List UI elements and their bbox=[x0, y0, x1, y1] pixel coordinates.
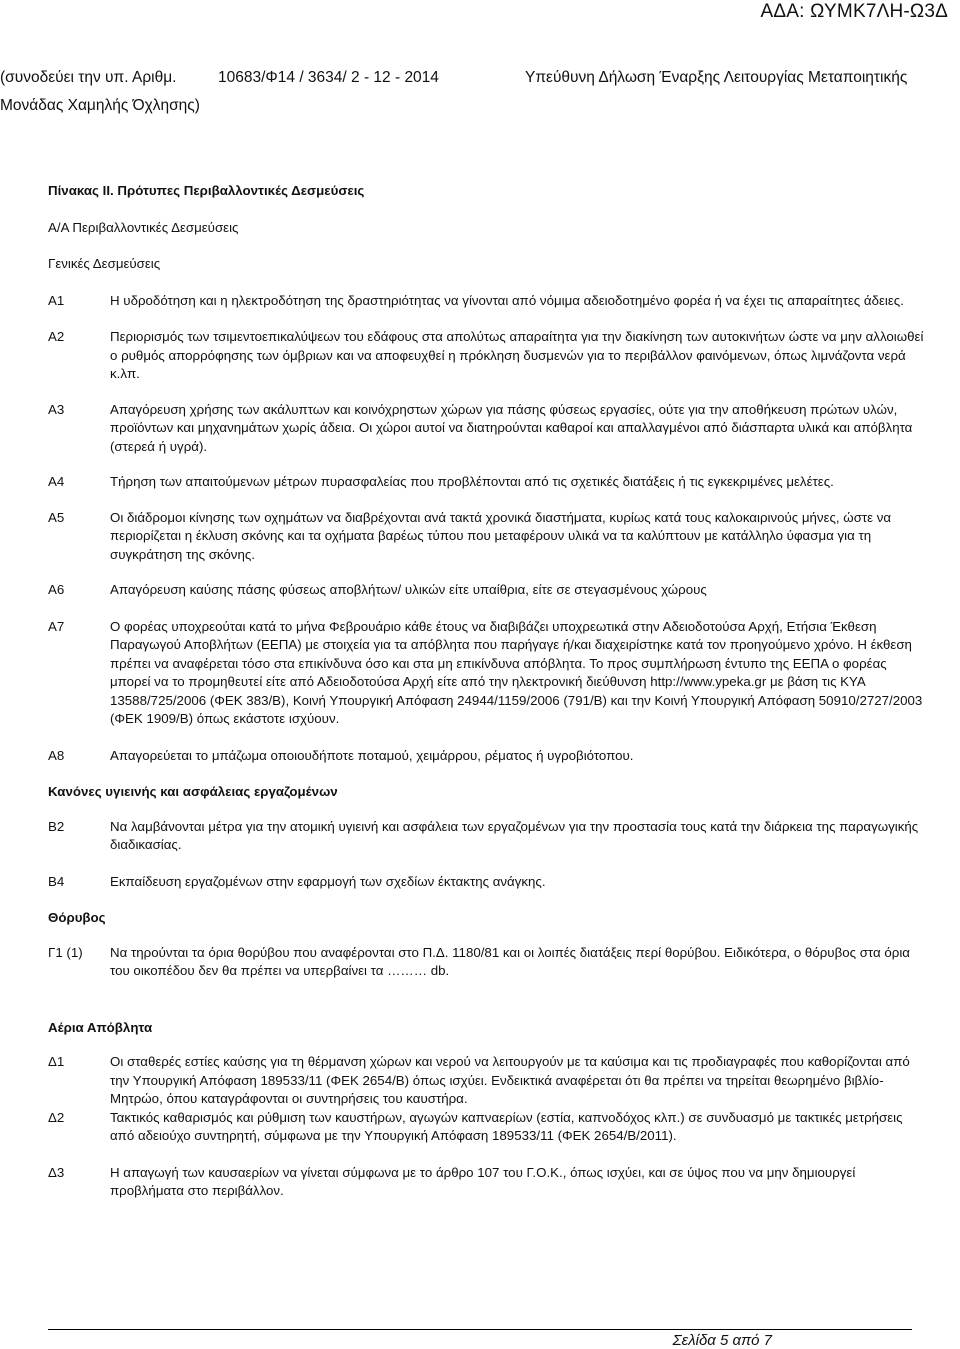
document-body bbox=[48, 182, 928, 1201]
item-code: Β4 bbox=[48, 873, 65, 889]
footer-divider bbox=[48, 1329, 912, 1330]
commitment-item-b4 bbox=[48, 873, 928, 892]
commitment-item-d2 bbox=[48, 1109, 928, 1146]
commitment-item-a6 bbox=[48, 581, 928, 600]
item-code: Α6 bbox=[48, 582, 65, 597]
item-code: Β2 bbox=[48, 818, 65, 834]
page-number: Σελίδα 5 από 7 bbox=[672, 1332, 772, 1349]
item-code: Α5 bbox=[48, 509, 65, 525]
item-code: Δ1 bbox=[48, 1054, 65, 1069]
item-text: Τακτικός καθαρισμός και ρύθμιση των καυστήρων, αγωγών καπναερίων (εστία, καπνοδόχος κλπ.) σε συνδυασμό με τακτικές μετρήσεις από αδειούχο συντηρητή, σύμφωνα με την Υπουργική Απόφαση 189533/11 (ΦΕΚ 2654/Β/2011). bbox=[110, 1109, 903, 1143]
item-code: Α7 bbox=[48, 618, 65, 634]
item-code: Α2 bbox=[48, 329, 65, 344]
item-text: Ο φορέας υποχρεούται κατά το μήνα Φεβρουάριο κάθε έτους να διαβιβάζει υποχρεωτικά στην Αδειοδοτούσα Αρχή, Ετήσια Έκθεση Παραγωγού Αποβλήτων (ΕΕΠΑ) με στοιχεία για τα απόβλητα που παρήγαγε ή/και διαχειρίστηκε κατά τον προηγούμενο χρόνο. Η έκθεση πρέπει να αναφέρεται τόσο στα επικίνδυνα όσο και στα μη επικίνδυνα απόβλητα. Το προς συμπλήρωση έντυπο της ΕΕΠΑ ο φορέας μπορεί να το προμηθευτεί είτε από Αδειοδοτούσα Αρχή είτε από την ηλεκτρονική διεύθυνση http://www.ypeka.gr με βάση τις ΚΥΑ 13588/725/2006 (ΦΕΚ 383/Β), Κοινή Υπουργική Απόφαση 24944/1159/2006 (791/Β) και την Κοινή Υπουργική Απόφαση 50910/2727/2003 (ΦΕΚ 1909/Β) όπως εκάστοτε ισχύουν. bbox=[110, 618, 923, 726]
item-text: Να τηρούνται τα όρια θορύβου που αναφέρονται στο Π.Δ. 1180/81 και οι λοιπές διατάξεις περί θορύβου. Ειδικότερα, ο θόρυβος στα όρια του οικοπέδου δεν θα πρέπει να υπερβαίνει τα ……… db. bbox=[110, 944, 910, 978]
header-ref-part1: (συνοδεύει την υπ. Αριθμ. bbox=[0, 69, 177, 86]
item-code: Α8 bbox=[48, 747, 65, 763]
item-code: Γ1 (1) bbox=[48, 944, 83, 960]
item-text: Οι σταθερές εστίες καύσης για τη θέρμανση χώρων και νερού να λειτουργούν με τα καύσιμα και τις προδιαγραφές που καθορίζονται από την Υπουργική Απόφαση 189533/11 (ΦΕΚ 2654/Β) όπως ισχύει. Ενδεικτικά αναφέρεται ότι θα πρέπει να τηρείται θεωρημένο βιβλίο-Μητρώο, όπου καταγράφονται οι συντηρήσεις του καυστήρα. bbox=[110, 1054, 910, 1106]
commitment-item-a7 bbox=[48, 618, 928, 729]
table-subtitle: Α/Α Περιβαλλοντικές Δεσμεύσεις bbox=[48, 219, 239, 235]
item-code: Α3 bbox=[48, 401, 65, 417]
commitment-item-d1 bbox=[48, 1053, 928, 1109]
commitment-item-a2 bbox=[48, 328, 928, 384]
commitment-item-a3 bbox=[48, 401, 928, 457]
item-code: Δ3 bbox=[48, 1164, 65, 1180]
commitment-item-a8 bbox=[48, 747, 928, 766]
section-heading-general: Γενικές Δεσμεύσεις bbox=[48, 256, 161, 271]
section-heading-noise: Θόρυβος bbox=[48, 910, 106, 925]
item-text: Να λαμβάνονται μέτρα για την ατομική υγιεινή και ασφάλεια των εργαζομένων για την προστασία τους κατά την διάρκεια της παραγωγικής διαδικασίας. bbox=[110, 818, 919, 852]
item-code: Α1 bbox=[48, 292, 65, 308]
commitment-item-c1 bbox=[48, 944, 928, 981]
item-code: Δ2 bbox=[48, 1109, 65, 1125]
section-heading-air-emissions: Αέρια Απόβλητα bbox=[48, 1019, 153, 1035]
document-reference-header bbox=[0, 64, 960, 120]
item-text: Η απαγωγή των καυσαερίων να γίνεται σύμφωνα με το άρθρο 107 του Γ.Ο.Κ., όπως ισχύει, και σε ύψος που να μην δημιουργεί προβλήματα στο περιβάλλον. bbox=[110, 1164, 856, 1198]
item-code: Α4 bbox=[48, 474, 65, 489]
item-text: Η υδροδότηση και η ηλεκτροδότηση της δραστηριότητας να γίνονται από νόμιμα αδειοδοτημένο φορέα ή να έχει τις απαραίτητες άδειες. bbox=[110, 292, 904, 308]
commitment-item-b2 bbox=[48, 818, 928, 855]
item-text: Οι διάδρομοι κίνησης των οχημάτων να διαβρέχονται ανά τακτά χρονικά διαστήματα, κυρίως κατά τους καλοκαιρινούς μήνες, ώστε να περιορίζεται η έκλυση σκόνης και τα οχήματα βαρέως τύπου που μεταφέρουν υλικά να τα καλύπτουν με κατάλληλο ύφασμα για τη συγκράτηση της σκόνης. bbox=[110, 509, 892, 562]
commitment-item-a4 bbox=[48, 473, 928, 492]
header-ref-line2: Μονάδας Χαμηλής Όχλησης) bbox=[0, 97, 200, 114]
section-heading-health-safety: Κανόνες υγιεινής και ασφάλειας εργαζομένων bbox=[48, 784, 338, 799]
item-text: Απαγορεύεται το μπάζωμα οποιουδήποτε ποταμού, χειμάρρου, ρέματος ή υγροβιότοπου. bbox=[110, 747, 634, 763]
item-text: Περιορισμός των τσιμεντοεπικαλύψεων του εδάφους στα απολύτως απαραίτητα για την διακίνηση των αυτοκινήτων ώστε να μην αλλοιωθεί ο ρυθμός απορρόφησης των όμβριων και να αποφευχθεί η πρόκληση δυσμενών για το περιβάλλον φαινόμενων, όπως λιμνάζοντα νερά κ.λπ. bbox=[110, 329, 924, 381]
commitment-item-a5 bbox=[48, 509, 928, 565]
item-text: Απαγόρευση χρήσης των ακάλυπτων και κοινόχρηστων χώρων για πάσης φύσεως εργασίες, ούτε για την αποθήκευση πρώτων υλών, προϊόντων και μηχανημάτων χωρίς άδεια. Οι χώροι αυτοί να διατηρούνται καθαροί και απαλλαγμένοι από διάσπαρτα υλικά και απόβλητα (στερεά ή υγρά). bbox=[110, 401, 913, 454]
header-ref-number: 10683/Φ14 / 3634/ 2 - 12 - 2014 bbox=[218, 69, 439, 86]
header-ref-title: Υπεύθυνη Δήλωση Έναρξης Λειτουργίας Μεταποιητικής bbox=[525, 69, 908, 86]
commitment-item-a1 bbox=[48, 292, 928, 311]
item-text: Εκπαίδευση εργαζομένων στην εφαρμογή των σχεδίων έκτακτης ανάγκης. bbox=[110, 873, 546, 889]
table-title: Πίνακας ΙΙ. Πρότυπες Περιβαλλοντικές Δεσμεύσεις bbox=[48, 183, 365, 198]
commitment-item-d3 bbox=[48, 1164, 928, 1201]
item-text: Τήρηση των απαιτούμενων μέτρων πυρασφαλείας που προβλέπονται από τις σχετικές διατάξεις ή τις εγκεκριμένες μελέτες. bbox=[110, 474, 834, 489]
item-text: Απαγόρευση καύσης πάσης φύσεως αποβλήτων/ υλικών είτε υπαίθρια, είτε σε στεγασμένους χώρους bbox=[110, 582, 707, 597]
ada-code: ΑΔΑ: ΩΥΜΚ7ΛΗ-Ω3Δ bbox=[760, 1, 948, 22]
